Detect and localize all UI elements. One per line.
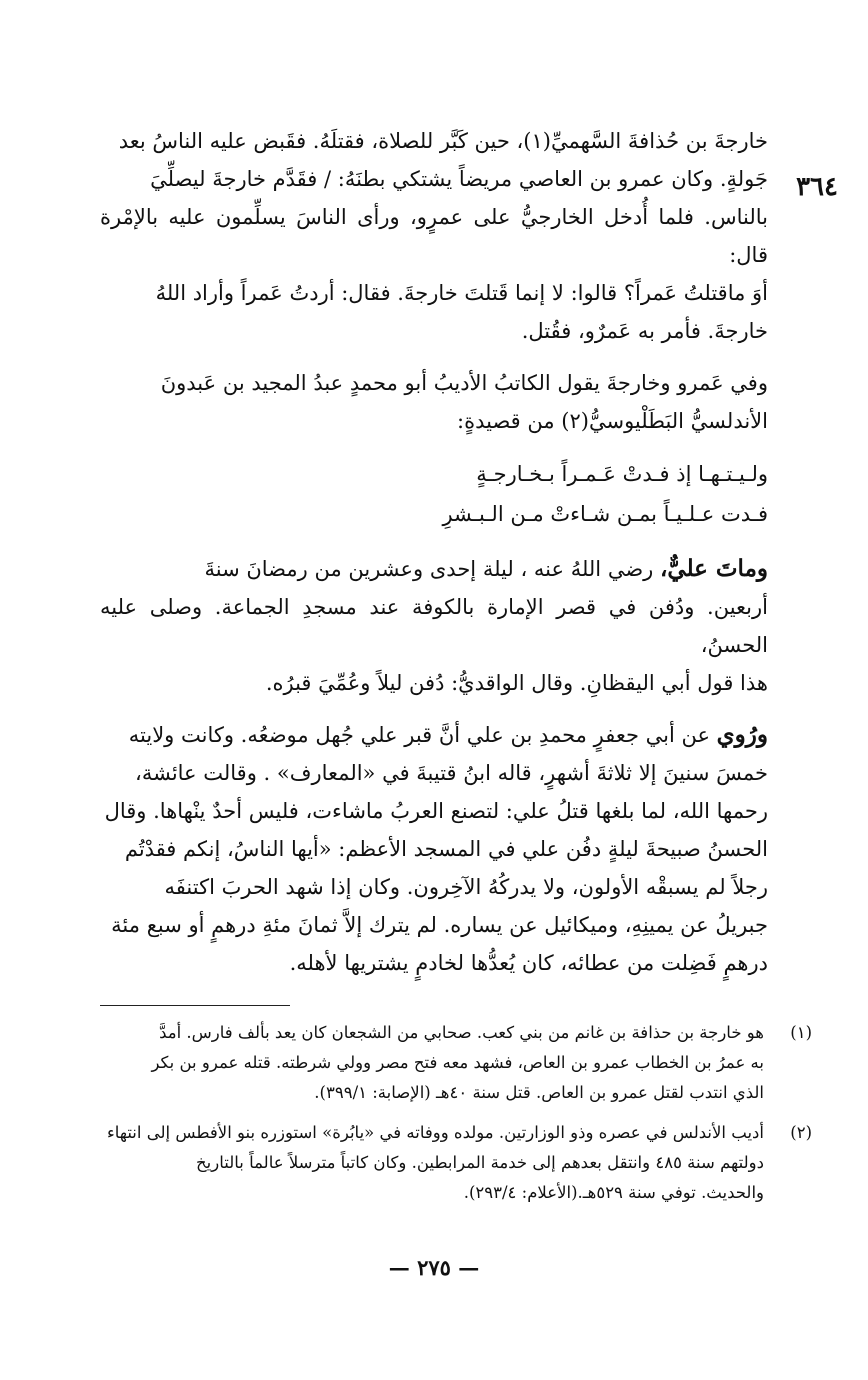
footnote-line: والحديث. توفي سنة ٥٢٩هـ.(الأعلام: ٢٩٣/٤). (463, 1183, 764, 1202)
text-line: رجلاً لم يسبقْه الأولون، ولا يدركُهُ الآخِرون. وكان إذا شهد الحربَ اكتنفَه (164, 875, 768, 899)
poem-verse-2: فـدت عـلـيـاً بمـن شـاءتْ مـن الـبـشرِ (442, 502, 768, 526)
text-line: هذا قول أبي اليقظانِ. وقال الواقديُّ: دُفن ليلاً وعُمِّيَ قبرُه. (265, 671, 768, 695)
page-number: — ٢٧٥ — (388, 1255, 480, 1280)
text-line (100, 716, 768, 754)
text-line: جبريلُ عن يمينِهِ، وميكائيل عن يساره. لم يترك إلاَّ ثمانَ مئةِ درهمٍ أو سبع مئة (111, 913, 768, 937)
text-line: بالناس. فلما أُدخل الخارجيُّ على عمرٍو، ورأى الناسَ يسلِّمون عليه بالإمْرة قال: (100, 205, 768, 267)
footnote-text (100, 1118, 764, 1208)
main-text (100, 122, 768, 996)
text-line: خارجةَ بن حُذافةَ السَّهميِّ(١)، حين كَبَّر للصلاة، فقتلَهُ. فقَبض عليه الناسُ بعد (118, 129, 768, 153)
text-line: أربعين. ودُفن في قصر الإمارة بالكوفة عند مسجدِ الجماعة. وصلى عليه الحسنُ، (100, 595, 768, 657)
text-line: درهمٍ فَضِلت من عطائه، كان يُعدُّها لخادمٍ يشتريها لأهله. (289, 951, 768, 975)
margin-reference-number: ٣٦٤ (796, 172, 838, 202)
footnotes (100, 1018, 812, 1218)
paragraph-1 (100, 122, 768, 350)
paragraph-lead: ورُوي (716, 721, 768, 748)
text-line (100, 550, 768, 588)
footnote-number: (٢) (790, 1123, 812, 1142)
text-line: جَولةٍ. وكان عمرو بن العاصي مريضاً يشتكي بطنَهُ: / فقَدَّم خارجةَ ليصلِّيَ (150, 167, 768, 191)
footnote-line: دولتهم سنة ٤٨٥ وانتقل بعدهم إلى خدمة المرابطين. وكان كاتباً مترسلاً عالماً بالتاريخ (196, 1153, 764, 1172)
text-line: وفي عَمرو وخارجةَ يقول الكاتبُ الأديبُ أبو محمدٍ عبدُ المجيد بن عَبدونَ (160, 371, 768, 395)
poem-verse-1: ولـيـتـهـا إذ فـدتْ عَـمـراً بـخـارجـةٍ (476, 462, 768, 486)
footnote-1 (100, 1018, 812, 1108)
text-line: أوَ ماقتلتُ عَمراً؟ قالوا: لا إنما قَتلتَ خارجةَ. فقال: أردتُ عَمراً وأراد اللهُ (155, 281, 768, 305)
footnote-line: الذي انتدب لقتل عمرو بن العاص. قتل سنة ٤٠هـ (الإصابة: ٣٩٩/١). (314, 1083, 764, 1102)
text-line: رحمها الله، لما بلغها قتلُ علي: لتصنع العربُ ماشاءت، فليس أحدٌ ينْهاها. وقال (104, 799, 768, 823)
poem (100, 454, 768, 534)
text-line: خمسَ سنينَ إلا ثلاثةَ أشهرٍ، قاله ابنُ قتيبةَ في «المعارف» . وقالت عائشة، (135, 761, 768, 785)
text-line: الحسنُ صبيحةَ ليلةٍ دفُن علي في المسجد الأعظم: «أيها الناسُ، إنكم فقدْتُم (124, 837, 768, 861)
paragraph-4 (100, 716, 768, 982)
paragraph-lead: وماتَ عليٌّ، (659, 555, 768, 582)
footnote-line: أديب الأندلس في عصره وذو الوزارتين. مولده ووفاته في «يابُرة» استوزره بنو الأفطس إلى انتهاء (106, 1123, 764, 1142)
footnote-number: (١) (790, 1023, 812, 1042)
footnote-line: به عمرُ بن الخطاب عمرو بن العاص، فشهد معه فتح مصر وولي شرطته. قتله عمرو بن بكر (151, 1053, 764, 1072)
footnote-2 (100, 1118, 812, 1208)
footnote-separator (100, 1005, 290, 1006)
footnote-line: هو خارجة بن حذافة بن غانم من بني كعب. صحابي من الشجعان كان يعد بألف فارس. أمدَّ (159, 1023, 764, 1042)
footnote-text (100, 1018, 764, 1108)
text-run: عن أبي جعفرٍ محمدِ بن علي أنَّ قبر علي جُهل موضعُه. وكانت ولايته (128, 723, 717, 747)
text-run: رضي اللهُ عنه ، ليلة إحدى وعشرين من رمضانَ سنةَ (204, 557, 660, 581)
paragraph-2 (100, 364, 768, 440)
text-line: خارجةَ. فأمر به عَمرٌو، فقُتل. (521, 319, 768, 343)
text-line: الأندلسيُّ البَطَلْيوسيُّ(٢) من قصيدةٍ: (457, 409, 768, 433)
paragraph-3 (100, 550, 768, 702)
